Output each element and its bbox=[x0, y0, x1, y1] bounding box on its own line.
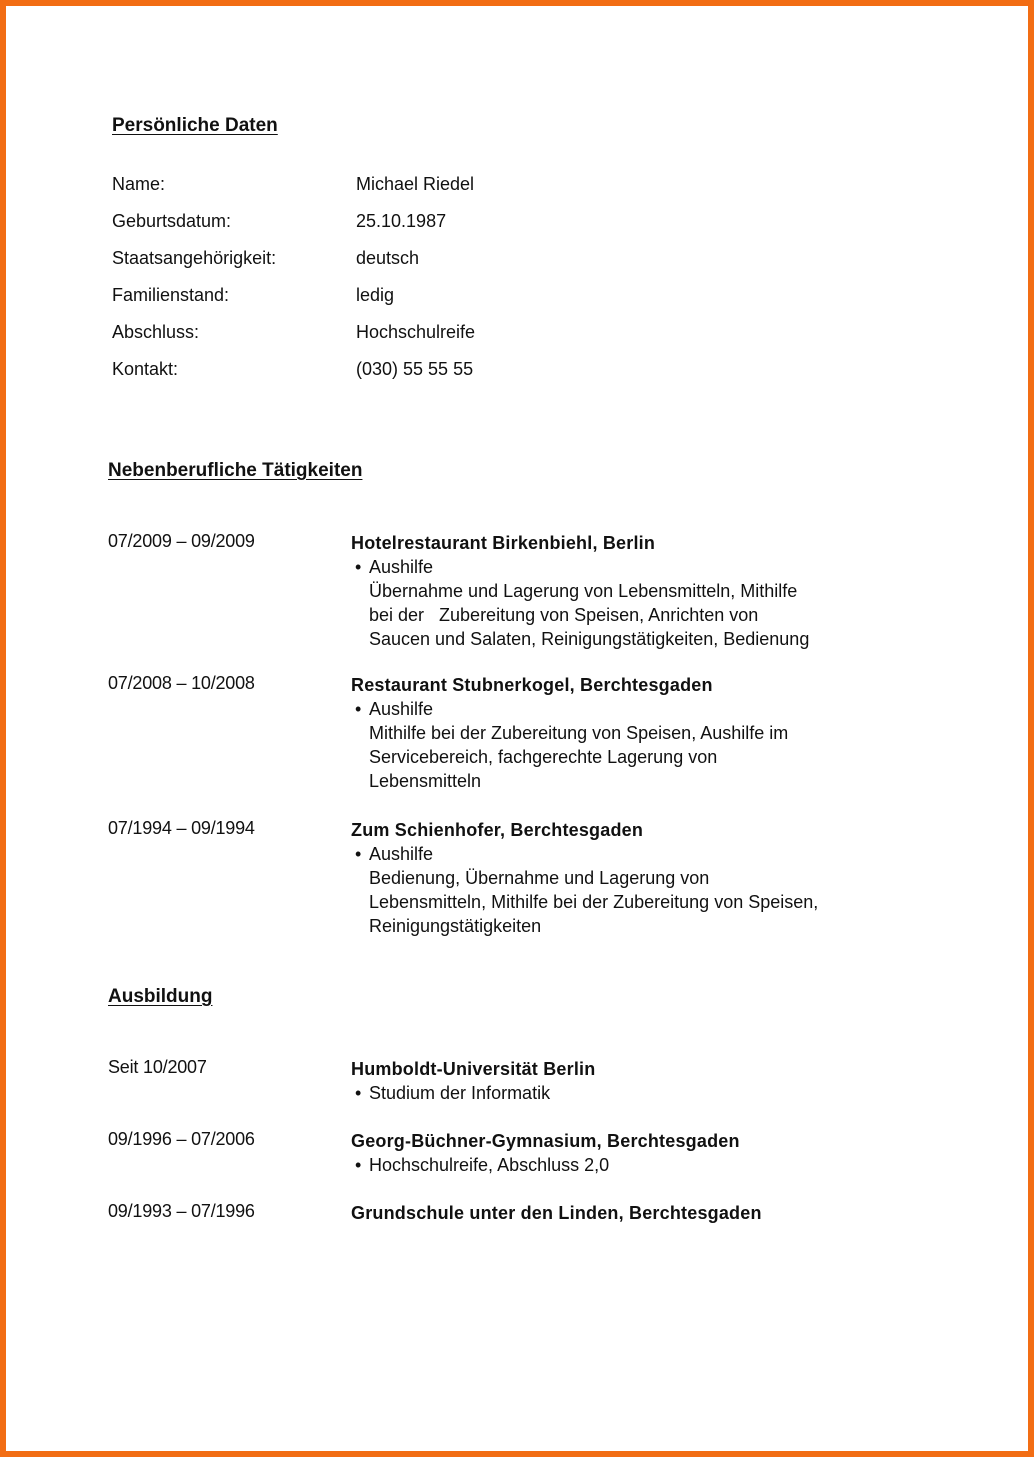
entry-description bbox=[351, 866, 889, 938]
entry-body bbox=[351, 673, 911, 793]
personal-label: Abschluss: bbox=[112, 322, 200, 342]
entry-body bbox=[351, 818, 911, 938]
entry-date: Seit 10/2007 bbox=[108, 1057, 207, 1077]
entry-body bbox=[351, 1201, 911, 1225]
entry-organization: Zum Schienhofer, Berchtesgaden bbox=[351, 820, 644, 840]
entry-description-line: Lebensmitteln, Mithilfe bei der Zubereitung von Speisen, bbox=[369, 892, 819, 912]
bullet-icon: • bbox=[355, 699, 362, 719]
personal-label: Familienstand: bbox=[112, 285, 230, 305]
entry-description-line: Lebensmitteln bbox=[369, 771, 482, 791]
personal-label: Geburtsdatum: bbox=[112, 211, 232, 231]
entry-role bbox=[351, 697, 911, 721]
entry-organization: Humboldt-Universität Berlin bbox=[351, 1059, 596, 1079]
entry-organization: Grundschule unter den Linden, Berchtesgaden bbox=[351, 1203, 762, 1223]
personal-label: Staatsangehörigkeit: bbox=[112, 248, 277, 268]
bullet-icon: • bbox=[355, 1083, 362, 1103]
section-title-jobs: Nebenberufliche Tätigkeiten bbox=[108, 460, 363, 481]
personal-label: Kontakt: bbox=[112, 359, 179, 379]
entry-description-line: Reinigungstätigkeiten bbox=[369, 916, 542, 936]
entry-role bbox=[351, 842, 911, 866]
entry-description-line: Mithilfe bei der Zubereitung von Speisen, Aushilfe im bbox=[369, 723, 789, 743]
entry-role bbox=[351, 1153, 911, 1177]
entry-role-text: Studium der Informatik bbox=[369, 1083, 551, 1103]
entry-date: 07/1994 – 09/1994 bbox=[108, 818, 255, 838]
personal-value: (030) 55 55 55 bbox=[356, 359, 474, 379]
entry-date: 09/1993 – 07/1996 bbox=[108, 1201, 255, 1221]
entry-body bbox=[351, 1057, 911, 1105]
entry-body bbox=[351, 1129, 911, 1177]
entry-date: 09/1996 – 07/2006 bbox=[108, 1129, 255, 1149]
entry-role bbox=[351, 555, 911, 579]
bullet-icon: • bbox=[355, 557, 362, 577]
personal-value: Michael Riedel bbox=[356, 174, 475, 194]
entry-role-text: Aushilfe bbox=[369, 699, 434, 719]
entry-description bbox=[351, 721, 889, 793]
entry-role-text: Hochschulreife, Abschluss 2,0 bbox=[369, 1155, 610, 1175]
entry-date: 07/2008 – 10/2008 bbox=[108, 673, 255, 693]
entry-role-text: Aushilfe bbox=[369, 557, 434, 577]
entry-organization: Georg-Büchner-Gymnasium, Berchtesgaden bbox=[351, 1131, 740, 1151]
personal-value: deutsch bbox=[356, 248, 420, 268]
section-title-personal: Persönliche Daten bbox=[112, 115, 278, 136]
entry-date: 07/2009 – 09/2009 bbox=[108, 531, 255, 551]
section-title-education: Ausbildung bbox=[108, 986, 213, 1007]
entry-description-line: Übernahme und Lagerung von Lebensmitteln, Mithilfe bbox=[369, 581, 798, 601]
personal-label: Name: bbox=[112, 174, 166, 194]
entry-body bbox=[351, 531, 911, 651]
entry-description-line: bei der Zubereitung von Speisen, Anrichten von bbox=[369, 605, 759, 625]
entry-description bbox=[351, 579, 889, 651]
personal-value: 25.10.1987 bbox=[356, 211, 447, 231]
entry-organization: Restaurant Stubnerkogel, Berchtesgaden bbox=[351, 675, 713, 695]
entry-role-text: Aushilfe bbox=[369, 844, 434, 864]
entry-description-line: Servicebereich, fachgerechte Lagerung von bbox=[369, 747, 718, 767]
entry-organization: Hotelrestaurant Birkenbiehl, Berlin bbox=[351, 533, 656, 553]
personal-value: ledig bbox=[356, 285, 395, 305]
bullet-icon: • bbox=[355, 1155, 362, 1175]
personal-value: Hochschulreife bbox=[356, 322, 476, 342]
entry-role bbox=[351, 1081, 911, 1105]
entry-description-line: Saucen und Salaten, Reinigungstätigkeiten, Bedienung bbox=[369, 629, 810, 649]
entry-description-line: Bedienung, Übernahme und Lagerung von bbox=[369, 868, 710, 888]
bullet-icon: • bbox=[355, 844, 362, 864]
